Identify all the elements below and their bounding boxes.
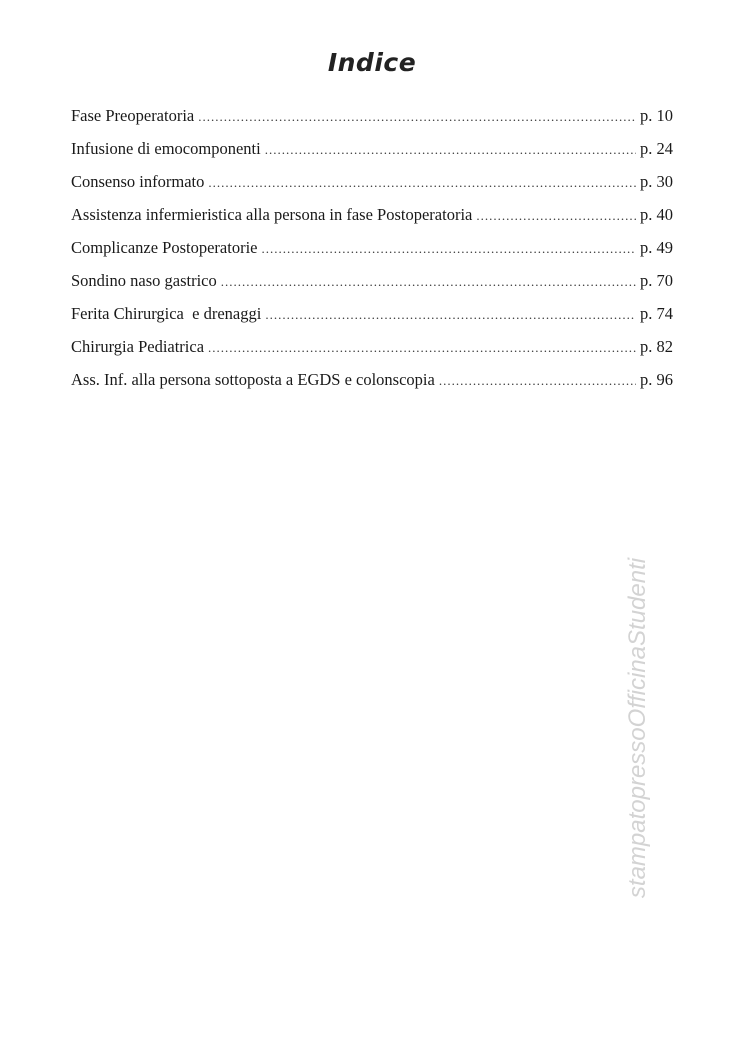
dot-leader: [208, 340, 636, 356]
toc-entry-label: Ass. Inf. alla persona sottoposta a EGDS e colonscopia: [71, 370, 435, 389]
dot-leader: [198, 109, 636, 125]
toc-entry-label: Assistenza infermieristica alla persona in fase Postoperatoria: [71, 205, 473, 224]
toc-entry[interactable]: [71, 139, 673, 172]
toc-entry[interactable]: [71, 337, 673, 370]
dot-leader: [476, 208, 636, 224]
toc-entry[interactable]: [71, 370, 673, 403]
toc-entry[interactable]: [71, 205, 673, 238]
toc-entry-label: Fase Preoperatoria: [71, 106, 195, 125]
toc-entry-label: Sondino naso gastrico: [71, 271, 217, 290]
toc-entry-page: p. 49: [640, 238, 673, 257]
toc-entry-label: Chirurgia Pediatrica: [71, 337, 205, 356]
toc-entry[interactable]: [71, 106, 673, 139]
dot-leader: [265, 307, 636, 323]
page-title: Indice: [327, 48, 417, 77]
toc-entry-page: p. 30: [640, 172, 673, 191]
toc-entry-label: Ferita Chirurgica e drenaggi: [71, 304, 262, 323]
table-of-contents: [71, 106, 673, 403]
toc-entry-page: p. 74: [640, 304, 673, 323]
toc-entry-page: p. 10: [640, 106, 673, 125]
toc-entry-page: p. 70: [640, 271, 673, 290]
dot-leader: [262, 241, 637, 257]
toc-entry-label: Complicanze Postoperatorie: [71, 238, 258, 257]
dot-leader: [208, 175, 636, 191]
toc-entry-page: p. 40: [640, 205, 673, 224]
dot-leader: [265, 142, 636, 158]
toc-entry-page: p. 96: [640, 370, 673, 389]
watermark-text: stampatopressoOfficinaStudenti: [624, 557, 651, 899]
dot-leader: [221, 274, 636, 290]
toc-entry-page: p. 82: [640, 337, 673, 356]
dot-leader: [439, 373, 636, 389]
toc-entry[interactable]: [71, 304, 673, 337]
toc-entry[interactable]: [71, 271, 673, 304]
toc-entry-page: p. 24: [640, 139, 673, 158]
toc-entry[interactable]: [71, 172, 673, 205]
toc-entry-label: Consenso informato: [71, 172, 205, 191]
toc-entry-label: Infusione di emocomponenti: [71, 139, 261, 158]
toc-entry[interactable]: [71, 238, 673, 271]
